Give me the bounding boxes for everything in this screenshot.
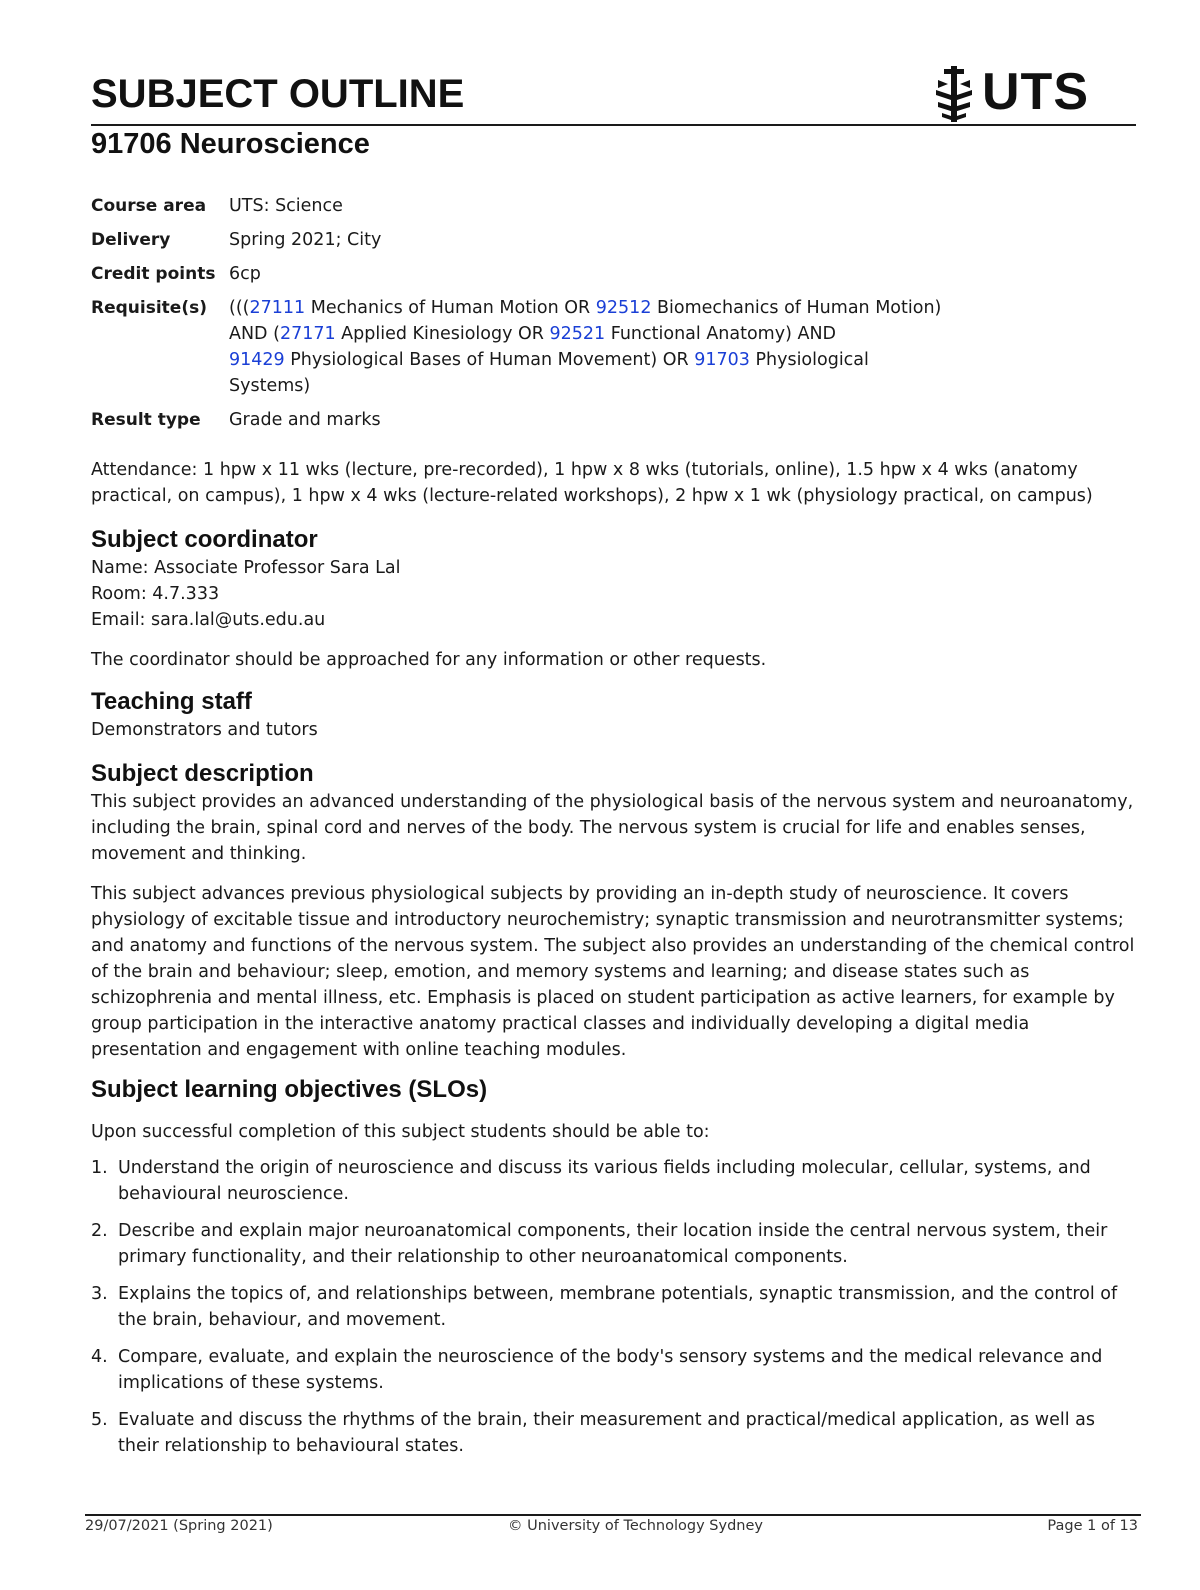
requisite-text: ((( [229, 298, 250, 318]
info-value: Grade and marks [229, 410, 381, 430]
list-item [91, 1281, 1136, 1333]
footer-divider [85, 1514, 1141, 1516]
document-title: SUBJECT OUTLINE [91, 72, 465, 116]
list-item-text: Compare, evaluate, and explain the neuroscience of the body's sensory systems and the medical relevance and implications of these systems. [118, 1347, 1103, 1393]
page-footer [85, 1518, 1138, 1542]
coordinator-email: Email: sara.lal@uts.edu.au [91, 610, 326, 630]
info-label: Result type [91, 410, 201, 430]
objectives-list [91, 1155, 1136, 1470]
list-item-number: 4. [91, 1347, 108, 1367]
info-label: Credit points [91, 264, 216, 284]
requisite-text: Applied Kinesiology OR [335, 324, 550, 344]
info-label: Course area [91, 196, 207, 216]
teaching-staff-text: Demonstrators and tutors [91, 720, 318, 740]
subject-info-table [91, 193, 1136, 441]
teaching-staff-heading: Teaching staff [91, 688, 252, 715]
coordinator-note: The coordinator should be approached for any information or other requests. [91, 650, 767, 670]
requisite-text: Physiological Bases of Human Movement) OR [284, 350, 695, 370]
description-heading: Subject description [91, 760, 314, 787]
subject-code-link[interactable]: 91429 [229, 350, 285, 370]
list-item-text: Understand the origin of neuroscience and discuss its various fields including molecular, cellular, systems, and behavioural neuroscience. [118, 1158, 1091, 1204]
subject-title: 91706 Neuroscience [91, 128, 370, 160]
info-value: UTS: Science [229, 196, 343, 216]
coordinator-heading: Subject coordinator [91, 526, 318, 553]
description-section [91, 759, 1136, 1063]
subject-code-link[interactable]: 92521 [549, 324, 606, 344]
subject-code-link[interactable]: 92512 [595, 298, 652, 318]
info-row-course-area [91, 193, 1136, 219]
list-item [91, 1155, 1136, 1207]
requisite-text: Mechanics of Human Motion OR [305, 298, 596, 318]
list-item-number: 1. [91, 1158, 108, 1178]
teaching-staff-section [91, 687, 1136, 743]
list-item-text: Describe and explain major neuroanatomical components, their location inside the central nervous system, their primary functionality, and their relationship to other neuroanatomical components. [118, 1221, 1108, 1267]
info-row-delivery [91, 227, 1136, 253]
logo-text: UTS [982, 63, 1089, 121]
page-header [91, 63, 1136, 126]
coordinator-section [91, 525, 1136, 673]
list-item [91, 1407, 1136, 1459]
subject-code-link[interactable]: 27111 [249, 298, 306, 318]
objectives-heading: Subject learning objectives (SLOs) [91, 1076, 488, 1103]
requisite-text: Physiological Systems) [229, 350, 869, 396]
requisites-value [229, 295, 949, 399]
list-item [91, 1218, 1136, 1270]
attendance-text: Attendance: 1 hpw x 11 wks (lecture, pre-recorded), 1 hpw x 8 wks (tutorials, online), 1.5 hpw x 4 wks (anatomy practical, on campus), 1 hpw x 4 wks (lecture-related workshops), 2 hpw x 1 wk (physiology practical, on campus) [91, 460, 1093, 506]
requisite-text: Biomechanics of Human Motion) AND ( [229, 298, 942, 344]
info-row-result-type [91, 407, 1136, 433]
footer-page-number: Page 1 of 13 [1047, 1518, 1138, 1534]
info-label: Delivery [91, 230, 171, 250]
list-item-text: Explains the topics of, and relationships between, membrane potentials, synaptic transmission, and the control of the brain, behaviour, and movement. [118, 1284, 1118, 1330]
objectives-intro: Upon successful completion of this subject students should be able to: [91, 1122, 710, 1142]
list-item-number: 3. [91, 1284, 108, 1304]
subject-code-link[interactable]: 91703 [694, 350, 750, 370]
objectives-section [91, 1075, 1136, 1145]
uts-logo [934, 63, 1094, 122]
requisite-text: Functional Anatomy) AND [605, 324, 837, 344]
footer-copyright: © University of Technology Sydney [508, 1518, 763, 1534]
description-paragraph: This subject advances previous physiological subjects by providing an in-depth study of neuroscience. It covers physiology of excitable tissue and introductory neurochemistry; synaptic transmission and neurotransmitter systems; and anatomy and functions of the nervous system. The subject also provides an understanding of the chemical control of the brain and behaviour; sleep, emotion, and memory systems and learning; and disease states such as schizophrenia and mental illness, etc. Emphasis is placed on student participation as active learners, for example by group participation in the interactive anatomy practical classes and individually developing a digital media presentation and engagement with online teaching modules. [91, 884, 1135, 1060]
info-label: Requisite(s) [91, 298, 207, 318]
list-item-number: 2. [91, 1221, 108, 1241]
header-divider [91, 124, 1136, 126]
description-paragraph: This subject provides an advanced understanding of the physiological basis of the nervous system and neuroanatomy, including the brain, spinal cord and nerves of the body. The nervous system is crucial for life and enables senses, movement and thinking. [91, 792, 1134, 864]
info-value: 6cp [229, 264, 261, 284]
list-item-number: 5. [91, 1410, 108, 1430]
info-row-credit-points [91, 261, 1136, 287]
info-value: Spring 2021; City [229, 230, 382, 250]
footer-date: 29/07/2021 (Spring 2021) [85, 1518, 273, 1534]
coordinator-room: Room: 4.7.333 [91, 584, 220, 604]
list-item-text: Evaluate and discuss the rhythms of the brain, their measurement and practical/medical application, as well as their relationship to behavioural states. [118, 1410, 1095, 1456]
list-item [91, 1344, 1136, 1396]
subject-code-link[interactable]: 27171 [279, 324, 336, 344]
info-row-requisites [91, 295, 1136, 399]
uts-crest-icon [934, 66, 974, 122]
coordinator-name: Name: Associate Professor Sara Lal [91, 558, 401, 578]
